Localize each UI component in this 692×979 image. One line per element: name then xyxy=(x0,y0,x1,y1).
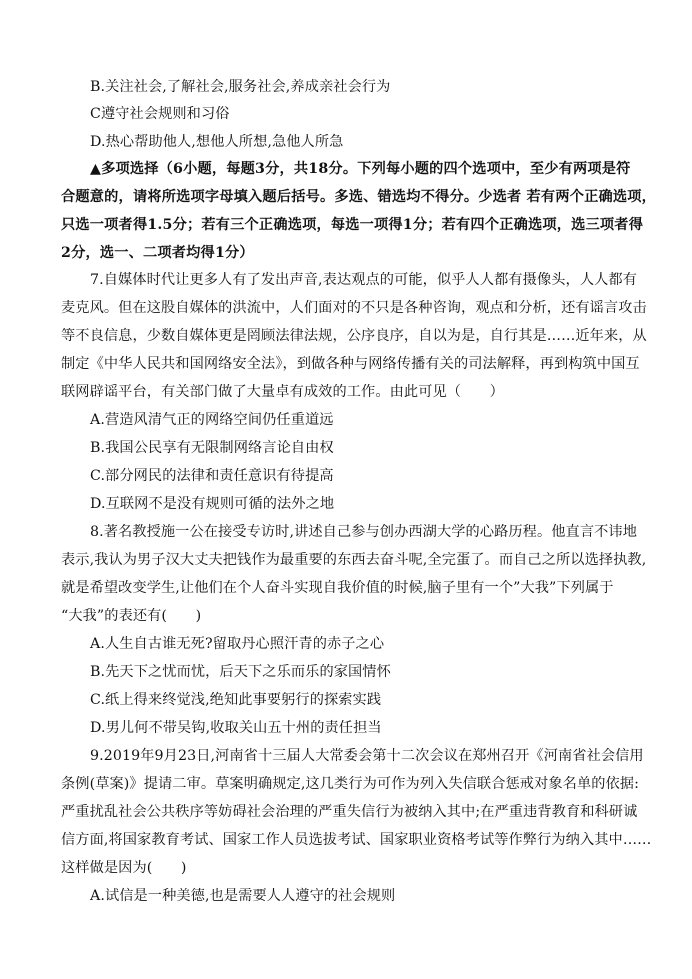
option-d-q7: D.互联网不是没有规则可循的法外之地 xyxy=(90,496,335,512)
question-9-line-3: 严重扰乱社会公共秩序等妨碍社会治理的严重失信行为被纳入其中;在严重违背教育和科研诚 xyxy=(61,804,638,820)
question-8-line-1: 8.著名教授施一公在接受专访时,讲述自己参与创办西湖大学的心路历程。他直言不讳地 xyxy=(90,524,637,540)
option-a-q7: A.营造风清气正的网络空间仍任重道远 xyxy=(90,412,334,428)
question-9-line-5: 这样做是因为( ) xyxy=(61,860,187,876)
question-7-line-1: 7.自媒体时代让更多人有了发出声音,表达观点的可能，似乎人人都有摄像头，人人都有 xyxy=(90,272,637,288)
option-b-q8: B.先天下之忧而忧，后天下之乐而乐的家国情怀 xyxy=(90,664,391,680)
section-heading-line-4: 2分，选一、二项者均得1分） xyxy=(61,245,254,261)
question-9-line-1: 9.2019年9月23日,河南省十三届人大常委会第十二次会议在郑州召开《河南省社会信用 xyxy=(90,748,644,764)
question-8-line-2: 表示,我认为男子汉大丈夫把钱作为最重要的东西去奋斗呢,全完蛋了。而自己之所以选择执教, xyxy=(61,552,647,568)
option-d-q6: D.热心帮助他人,想他人所想,急他人所急 xyxy=(90,134,344,150)
question-7-line-4: 制定《中华人民共和国网络安全法》，到做各种与网络传播有关的司法解释，再到构筑中国互 xyxy=(61,356,640,372)
section-heading-line-3: 只选一项者得1.5分；若有三个正确选项，每选一项得1分；若有四个正确选项，选三项者得 xyxy=(61,217,644,233)
section-heading-line-2: 合题意的，请将所选项字母填入题后括号。多选、错选均不得分。少选者 若有两个正确选项， xyxy=(61,189,657,205)
question-7-line-3: 等不良信息，少数自媒体更是罔顾法律法规，公序良序，自以为是，自行其是……近年来，从 xyxy=(61,328,647,344)
option-b-q7: B.我国公民享有无限制网络言论自由权 xyxy=(90,440,334,456)
question-9-line-2: 条例(草案)》提请二审。草案明确规定,这几类行为可作为列入失信联合惩戒对象名单的依据: xyxy=(61,776,639,792)
option-c-q7: C.部分网民的法律和责任意识有待提高 xyxy=(90,468,334,484)
option-c-q6: C遵守社会规则和习俗 xyxy=(90,106,230,122)
option-a-q9: A.试信是一种美德,也是需要人人遵守的社会规则 xyxy=(90,888,396,904)
question-8-line-3: 就是希望改变学生,让他们在个人奋斗实现自我价值的时候,脑子里有一个”大我”下列属于 xyxy=(61,580,614,596)
question-8-line-4: “大我”的表还有( ) xyxy=(61,608,202,624)
option-a-q8: A.人生自古谁无死?留取丹心照汗青的赤子之心 xyxy=(90,636,385,652)
option-b-q6: B.关注社会,了解社会,服务社会,养成亲社会行为 xyxy=(90,79,391,95)
section-heading-line-1: ▲多项选择（6小题，每题3分，共18分。下列每小题的四个选项中，至少有两项是符 xyxy=(90,161,631,177)
option-c-q8: C.纸上得来终觉浅,绝知此事要躬行的探索实践 xyxy=(90,692,382,708)
option-d-q8: D.男儿何不带吴钩,收取关山五十州的责任担当 xyxy=(90,720,382,736)
question-7-line-2: 麦克风。但在这股自媒体的洪流中，人们面对的不只是各种咨询，观点和分析，还有谣言攻击 xyxy=(61,300,647,316)
question-9-line-4: 信方面,将国家教育考试、国家工作人员选拔考试、国家职业资格考试等作弊行为纳入其中…… xyxy=(61,832,652,848)
question-7-line-5: 联网辟谣平台，有关部门做了大量卓有成效的工作。由此可见（ ） xyxy=(61,384,504,400)
